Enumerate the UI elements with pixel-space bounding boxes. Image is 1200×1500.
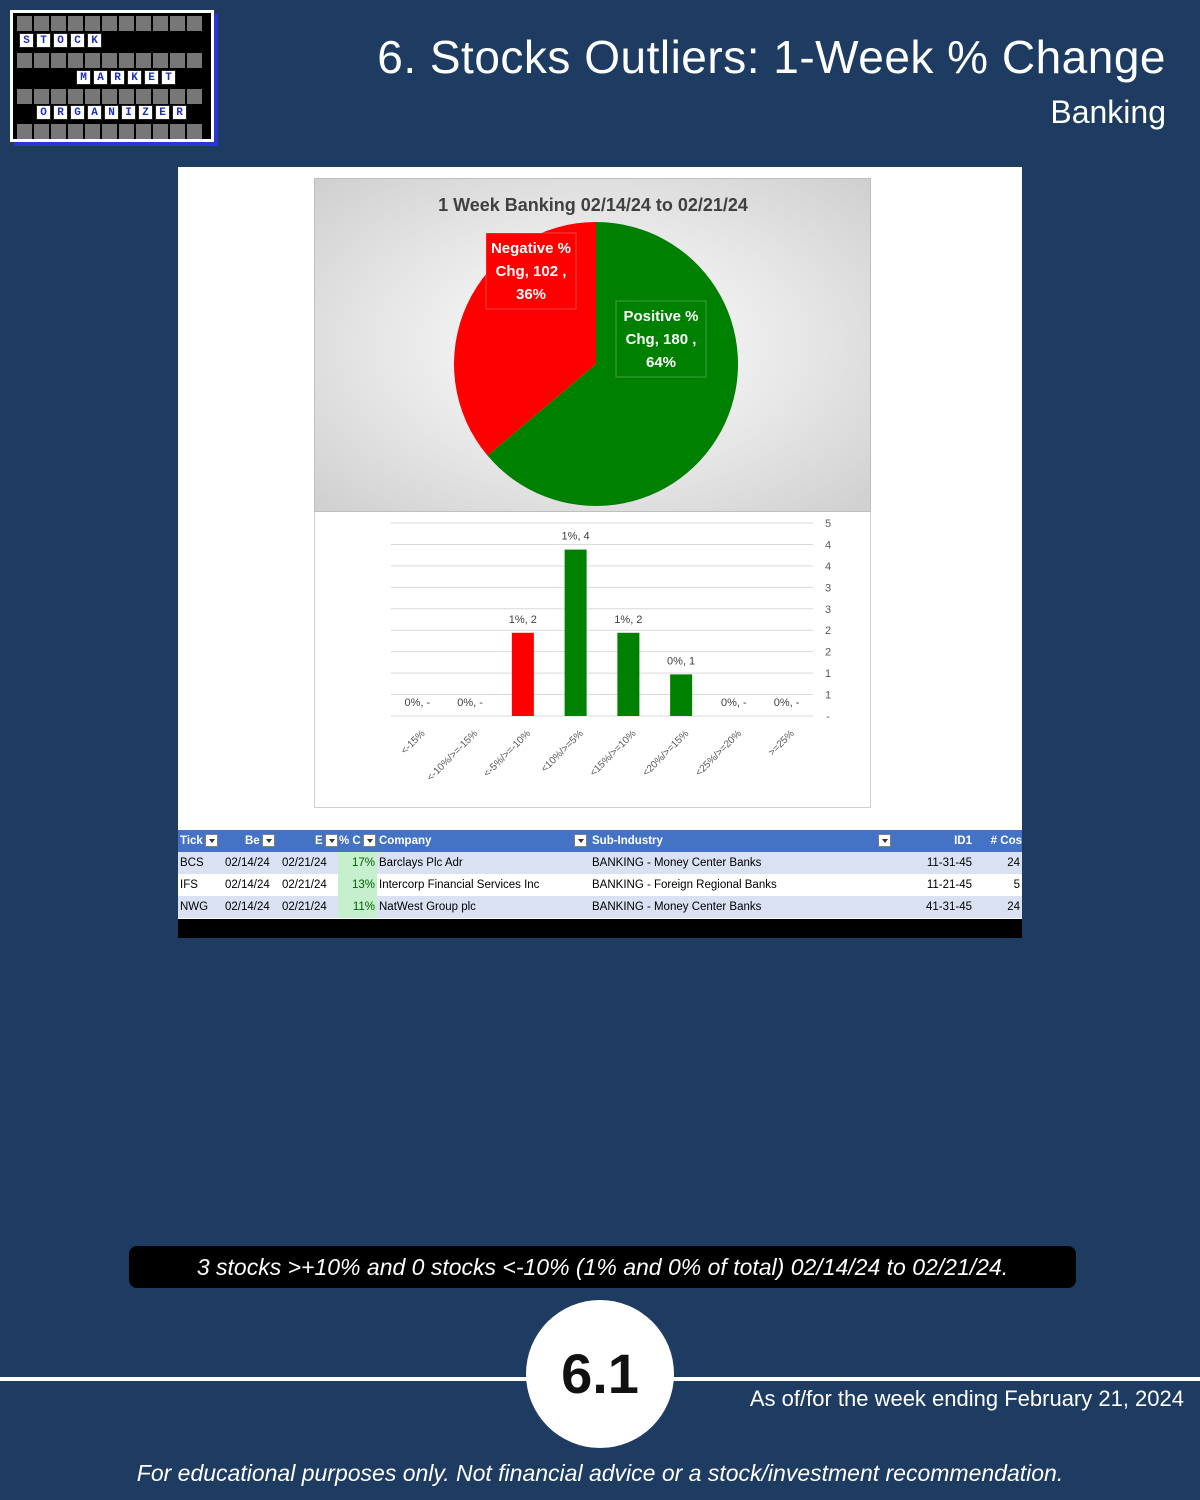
- y-tick-label: 4: [824, 560, 832, 573]
- y-tick-label: 5: [824, 518, 832, 530]
- x-tick-label: <-5%/>=-10%: [481, 728, 533, 780]
- pie-chart-title: 1 Week Banking 02/14/24 to 02/21/24: [438, 195, 748, 215]
- outliers-table: [178, 830, 1022, 918]
- table-row[interactable]: NWG 02/14/24 02/21/24 11% NatWest Group plc BANKING - Money Center Banks 41-31-45 24: [178, 896, 1022, 918]
- page-title: 6. Stocks Outliers: 1-Week % Change: [377, 31, 1166, 83]
- filter-dropdown-icon[interactable]: [574, 834, 587, 847]
- table-header-row: [178, 830, 1022, 852]
- pie-chart: [315, 179, 872, 513]
- stock-market-organizer-logo: [10, 10, 214, 142]
- bar-data-label: 0%, -: [773, 697, 800, 709]
- filter-dropdown-icon[interactable]: [878, 834, 891, 847]
- bar: [670, 674, 692, 716]
- pie-slice-label-line: Chg, 102 ,: [495, 263, 567, 280]
- logo-row-organizer: O R G A N I Z E R: [36, 105, 187, 120]
- x-tick-label: <-10%/>=-15%: [425, 728, 481, 784]
- y-tick-label: 1: [824, 689, 832, 702]
- pie-slice-label: [486, 233, 576, 309]
- filter-dropdown-icon[interactable]: [205, 834, 218, 847]
- bar-data-label: 0%, -: [404, 697, 431, 709]
- col-header-ticker[interactable]: Tick: [180, 830, 223, 852]
- bar: [565, 550, 587, 716]
- x-tick-label: <20%/>=15%: [640, 728, 692, 779]
- table-row[interactable]: BCS 02/14/24 02/21/24 17% Barclays Plc Adr BANKING - Money Center Banks 11-31-45 24: [178, 852, 1022, 874]
- chart-panel: [178, 167, 1022, 938]
- x-tick-label: >=25%: [766, 728, 797, 759]
- logo-row-market: M A R K E T: [76, 70, 176, 85]
- bar-data-label: 0%, -: [457, 697, 483, 709]
- pie-slice-label-line: Positive %: [623, 308, 699, 325]
- pie-slice-label-line: 64%: [645, 354, 677, 371]
- filter-dropdown-icon[interactable]: [363, 834, 376, 847]
- bar-data-label: 1%, 4: [561, 530, 590, 543]
- x-tick-label: <10%/>=5%: [539, 728, 586, 775]
- bar-chart: [315, 512, 872, 808]
- filter-dropdown-icon[interactable]: [262, 834, 275, 847]
- filter-dropdown-icon[interactable]: [325, 834, 338, 847]
- col-header-id1[interactable]: ID1: [954, 835, 972, 847]
- x-tick-label: <-15%: [399, 728, 428, 757]
- pie-slice-label: [616, 301, 706, 377]
- summary-banner: 3 stocks >+10% and 0 stocks <-10% (1% and 0% of total) 02/14/24 to 02/21/24.: [129, 1246, 1076, 1288]
- pie-slice-label-line: Negative %: [490, 240, 572, 257]
- table-footer-bar: [178, 919, 1022, 938]
- section-number-badge: 6.1: [526, 1300, 674, 1448]
- x-tick-label: <15%/>=10%: [588, 728, 639, 779]
- y-tick-label: 2: [824, 646, 832, 659]
- col-header-begin[interactable]: Be: [245, 830, 283, 852]
- y-tick-label: 3: [824, 582, 832, 595]
- bar: [617, 633, 639, 716]
- logo-row-stock: S T O C K: [19, 33, 102, 48]
- y-tick-label: 3: [824, 603, 832, 616]
- pie-slice-label-line: Chg, 180 ,: [625, 331, 697, 348]
- bar: [512, 633, 534, 716]
- pie-slice-label-line: 36%: [515, 286, 547, 303]
- y-tick-label: 2: [824, 625, 832, 638]
- table-row[interactable]: IFS 02/14/24 02/21/24 13% Intercorp Financial Services Inc BANKING - Foreign Regional Banks 11-21-45 5: [178, 874, 1022, 896]
- bar-data-label: 0%, -: [721, 697, 747, 709]
- page-subtitle: Banking: [1050, 94, 1166, 130]
- y-tick-label: -: [826, 711, 830, 723]
- x-tick-label: <25%/>=20%: [693, 728, 744, 779]
- pie-chart-area: [314, 178, 871, 512]
- col-header-num-cos[interactable]: # Cos: [990, 835, 1022, 847]
- col-header-pct-change[interactable]: % C: [339, 830, 377, 852]
- y-tick-label: 4: [824, 539, 832, 552]
- bar-data-label: 1%, 2: [614, 613, 643, 626]
- as-of-date: As of/for the week ending February 21, 2024: [749, 1386, 1184, 1411]
- disclaimer: For educational purposes only. Not financial advice or a stock/investment recommendation.: [136, 1460, 1064, 1486]
- col-header-end[interactable]: E: [315, 830, 339, 852]
- y-tick-label: 1: [824, 668, 832, 681]
- bar-chart-area: [314, 512, 871, 808]
- col-header-company[interactable]: Company: [379, 835, 432, 847]
- col-header-sub-industry[interactable]: Sub-Industry: [592, 835, 663, 847]
- bar-data-label: 0%, 1: [667, 655, 696, 668]
- bar-data-label: 1%, 2: [508, 613, 537, 626]
